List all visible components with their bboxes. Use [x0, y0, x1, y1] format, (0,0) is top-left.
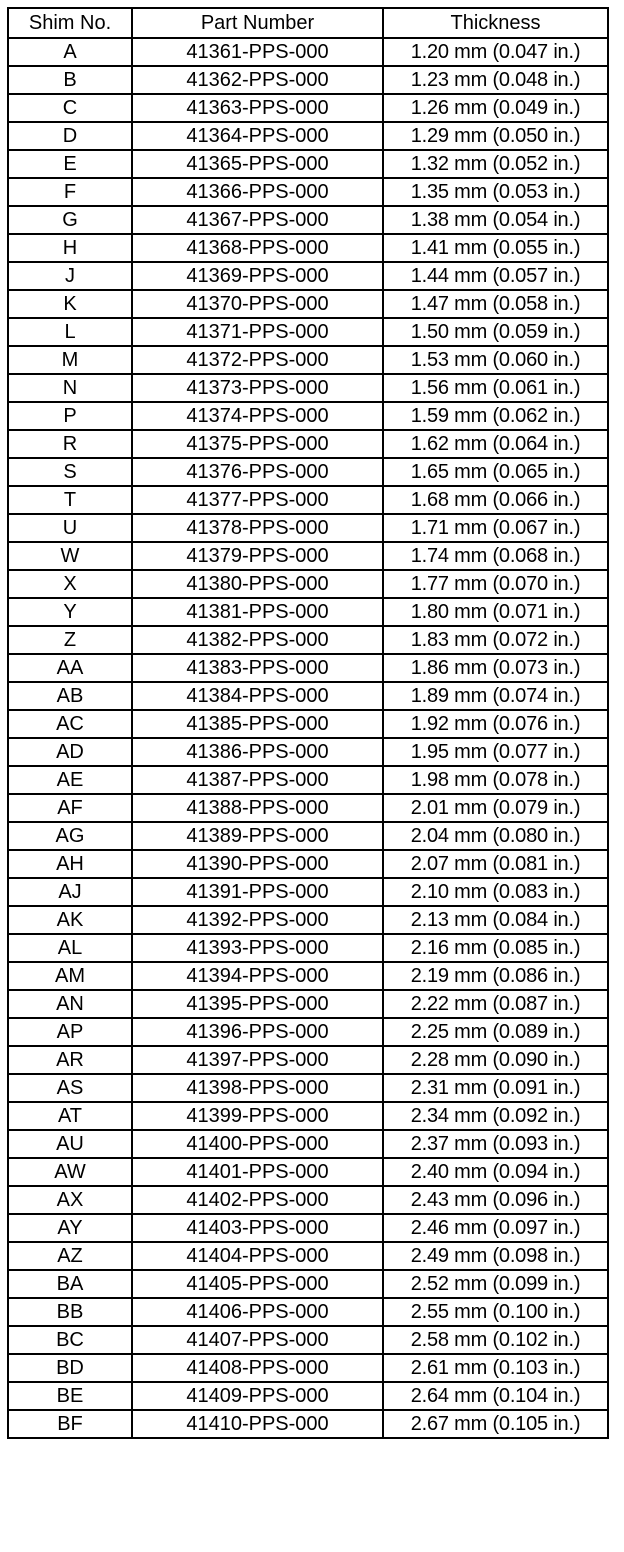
table-row — [8, 234, 608, 262]
part-number-cell: 41405-PPS-000 — [132, 1270, 383, 1298]
table-row — [8, 1410, 608, 1438]
shim-no-cell: J — [8, 262, 132, 290]
shim-no-cell: U — [8, 514, 132, 542]
table-row — [8, 1354, 608, 1382]
part-number-cell: 41361-PPS-000 — [132, 38, 383, 66]
shim-no-cell: AE — [8, 766, 132, 794]
table-row — [8, 822, 608, 850]
part-number-cell: 41364-PPS-000 — [132, 122, 383, 150]
thickness-cell: 2.16 mm (0.085 in.) — [383, 934, 608, 962]
shim-no-cell: AP — [8, 1018, 132, 1046]
thickness-cell: 2.04 mm (0.080 in.) — [383, 822, 608, 850]
table-row — [8, 738, 608, 766]
table-row — [8, 990, 608, 1018]
thickness-cell: 1.68 mm (0.066 in.) — [383, 486, 608, 514]
table-row — [8, 570, 608, 598]
part-number-cell: 41363-PPS-000 — [132, 94, 383, 122]
table-row — [8, 1102, 608, 1130]
thickness-cell: 1.95 mm (0.077 in.) — [383, 738, 608, 766]
part-number-cell: 41384-PPS-000 — [132, 682, 383, 710]
shim-no-cell: AD — [8, 738, 132, 766]
shim-no-cell: AC — [8, 710, 132, 738]
table-row — [8, 850, 608, 878]
thickness-cell: 1.80 mm (0.071 in.) — [383, 598, 608, 626]
thickness-cell: 1.20 mm (0.047 in.) — [383, 38, 608, 66]
part-number-cell: 41397-PPS-000 — [132, 1046, 383, 1074]
part-number-cell: 41404-PPS-000 — [132, 1242, 383, 1270]
thickness-cell: 2.31 mm (0.091 in.) — [383, 1074, 608, 1102]
shim-no-cell: AN — [8, 990, 132, 1018]
table-row — [8, 1298, 608, 1326]
part-number-cell: 41377-PPS-000 — [132, 486, 383, 514]
thickness-cell: 2.10 mm (0.083 in.) — [383, 878, 608, 906]
table-row — [8, 1326, 608, 1354]
table-header — [8, 8, 608, 38]
table-row — [8, 318, 608, 346]
part-number-cell: 41398-PPS-000 — [132, 1074, 383, 1102]
shim-no-cell: AG — [8, 822, 132, 850]
thickness-cell: 2.40 mm (0.094 in.) — [383, 1158, 608, 1186]
table-row — [8, 710, 608, 738]
table-row — [8, 290, 608, 318]
shim-no-cell: C — [8, 94, 132, 122]
table-row — [8, 178, 608, 206]
part-number-cell: 41386-PPS-000 — [132, 738, 383, 766]
table-row — [8, 122, 608, 150]
table-row — [8, 94, 608, 122]
table-row — [8, 262, 608, 290]
thickness-cell: 2.13 mm (0.084 in.) — [383, 906, 608, 934]
table-row — [8, 598, 608, 626]
part-number-cell: 41366-PPS-000 — [132, 178, 383, 206]
thickness-cell: 2.37 mm (0.093 in.) — [383, 1130, 608, 1158]
thickness-cell: 2.55 mm (0.100 in.) — [383, 1298, 608, 1326]
thickness-cell: 1.41 mm (0.055 in.) — [383, 234, 608, 262]
shim-no-cell: BB — [8, 1298, 132, 1326]
table-row — [8, 1046, 608, 1074]
shim-no-cell: W — [8, 542, 132, 570]
thickness-cell: 1.59 mm (0.062 in.) — [383, 402, 608, 430]
table-row — [8, 38, 608, 66]
part-number-cell: 41370-PPS-000 — [132, 290, 383, 318]
thickness-cell: 2.52 mm (0.099 in.) — [383, 1270, 608, 1298]
thickness-cell: 1.38 mm (0.054 in.) — [383, 206, 608, 234]
part-number-cell: 41382-PPS-000 — [132, 626, 383, 654]
shim-no-cell: BA — [8, 1270, 132, 1298]
part-number-cell: 41371-PPS-000 — [132, 318, 383, 346]
part-number-cell: 41365-PPS-000 — [132, 150, 383, 178]
part-number-cell: 41399-PPS-000 — [132, 1102, 383, 1130]
shim-no-cell: E — [8, 150, 132, 178]
table-row — [8, 1214, 608, 1242]
thickness-cell: 1.29 mm (0.050 in.) — [383, 122, 608, 150]
thickness-cell: 2.22 mm (0.087 in.) — [383, 990, 608, 1018]
table-row — [8, 1270, 608, 1298]
thickness-cell: 1.74 mm (0.068 in.) — [383, 542, 608, 570]
table-row — [8, 654, 608, 682]
part-number-cell: 41387-PPS-000 — [132, 766, 383, 794]
thickness-cell: 1.53 mm (0.060 in.) — [383, 346, 608, 374]
shim-no-cell: AJ — [8, 878, 132, 906]
thickness-cell: 1.35 mm (0.053 in.) — [383, 178, 608, 206]
thickness-cell: 2.25 mm (0.089 in.) — [383, 1018, 608, 1046]
thickness-cell: 1.47 mm (0.058 in.) — [383, 290, 608, 318]
table-row — [8, 682, 608, 710]
thickness-cell: 1.98 mm (0.078 in.) — [383, 766, 608, 794]
table-row — [8, 1158, 608, 1186]
thickness-cell: 2.67 mm (0.105 in.) — [383, 1410, 608, 1438]
thickness-cell: 2.43 mm (0.096 in.) — [383, 1186, 608, 1214]
shim-no-cell: M — [8, 346, 132, 374]
thickness-cell: 2.46 mm (0.097 in.) — [383, 1214, 608, 1242]
table-row — [8, 1186, 608, 1214]
shim-table — [7, 7, 609, 1439]
table-row — [8, 626, 608, 654]
shim-no-cell: A — [8, 38, 132, 66]
part-number-cell: 41409-PPS-000 — [132, 1382, 383, 1410]
shim-no-cell: AH — [8, 850, 132, 878]
part-number-cell: 41388-PPS-000 — [132, 794, 383, 822]
thickness-cell: 1.83 mm (0.072 in.) — [383, 626, 608, 654]
shim-no-cell: AT — [8, 1102, 132, 1130]
table-row — [8, 66, 608, 94]
shim-no-cell: AR — [8, 1046, 132, 1074]
part-number-cell: 41368-PPS-000 — [132, 234, 383, 262]
shim-no-cell: N — [8, 374, 132, 402]
shim-no-cell: AX — [8, 1186, 132, 1214]
part-number-cell: 41378-PPS-000 — [132, 514, 383, 542]
table-row — [8, 934, 608, 962]
thickness-cell: 1.89 mm (0.074 in.) — [383, 682, 608, 710]
shim-no-cell: G — [8, 206, 132, 234]
shim-no-cell: AS — [8, 1074, 132, 1102]
shim-no-cell: BD — [8, 1354, 132, 1382]
shim-no-cell: BC — [8, 1326, 132, 1354]
header-part-number: Part Number — [132, 8, 383, 38]
shim-no-cell: AZ — [8, 1242, 132, 1270]
thickness-cell: 1.77 mm (0.070 in.) — [383, 570, 608, 598]
thickness-cell: 1.71 mm (0.067 in.) — [383, 514, 608, 542]
thickness-cell: 2.28 mm (0.090 in.) — [383, 1046, 608, 1074]
part-number-cell: 41408-PPS-000 — [132, 1354, 383, 1382]
part-number-cell: 41400-PPS-000 — [132, 1130, 383, 1158]
part-number-cell: 41379-PPS-000 — [132, 542, 383, 570]
table-row — [8, 542, 608, 570]
part-number-cell: 41390-PPS-000 — [132, 850, 383, 878]
part-number-cell: 41410-PPS-000 — [132, 1410, 383, 1438]
part-number-cell: 41407-PPS-000 — [132, 1326, 383, 1354]
table-row — [8, 150, 608, 178]
thickness-cell: 2.01 mm (0.079 in.) — [383, 794, 608, 822]
part-number-cell: 41369-PPS-000 — [132, 262, 383, 290]
part-number-cell: 41403-PPS-000 — [132, 1214, 383, 1242]
shim-no-cell: AL — [8, 934, 132, 962]
thickness-cell: 2.64 mm (0.104 in.) — [383, 1382, 608, 1410]
part-number-cell: 41375-PPS-000 — [132, 430, 383, 458]
thickness-cell: 1.65 mm (0.065 in.) — [383, 458, 608, 486]
shim-no-cell: AW — [8, 1158, 132, 1186]
part-number-cell: 41367-PPS-000 — [132, 206, 383, 234]
table-row — [8, 206, 608, 234]
part-number-cell: 41373-PPS-000 — [132, 374, 383, 402]
shim-no-cell: AM — [8, 962, 132, 990]
table-row — [8, 962, 608, 990]
part-number-cell: 41374-PPS-000 — [132, 402, 383, 430]
part-number-cell: 41396-PPS-000 — [132, 1018, 383, 1046]
part-number-cell: 41406-PPS-000 — [132, 1298, 383, 1326]
thickness-cell: 2.34 mm (0.092 in.) — [383, 1102, 608, 1130]
table-body — [8, 38, 608, 1438]
shim-no-cell: AA — [8, 654, 132, 682]
thickness-cell: 1.56 mm (0.061 in.) — [383, 374, 608, 402]
part-number-cell: 41402-PPS-000 — [132, 1186, 383, 1214]
shim-no-cell: AF — [8, 794, 132, 822]
shim-no-cell: B — [8, 66, 132, 94]
thickness-cell: 1.44 mm (0.057 in.) — [383, 262, 608, 290]
part-number-cell: 41389-PPS-000 — [132, 822, 383, 850]
shim-no-cell: L — [8, 318, 132, 346]
part-number-cell: 41395-PPS-000 — [132, 990, 383, 1018]
shim-no-cell: S — [8, 458, 132, 486]
table-row — [8, 1018, 608, 1046]
shim-no-cell: T — [8, 486, 132, 514]
shim-no-cell: BF — [8, 1410, 132, 1438]
part-number-cell: 41383-PPS-000 — [132, 654, 383, 682]
shim-no-cell: X — [8, 570, 132, 598]
thickness-cell: 2.07 mm (0.081 in.) — [383, 850, 608, 878]
table-row — [8, 794, 608, 822]
table-row — [8, 346, 608, 374]
shim-no-cell: AY — [8, 1214, 132, 1242]
thickness-cell: 2.49 mm (0.098 in.) — [383, 1242, 608, 1270]
table-row — [8, 514, 608, 542]
part-number-cell: 41380-PPS-000 — [132, 570, 383, 598]
table-row — [8, 1074, 608, 1102]
table-row — [8, 878, 608, 906]
thickness-cell: 1.32 mm (0.052 in.) — [383, 150, 608, 178]
part-number-cell: 41381-PPS-000 — [132, 598, 383, 626]
shim-no-cell: R — [8, 430, 132, 458]
table-row — [8, 1242, 608, 1270]
thickness-cell: 2.19 mm (0.086 in.) — [383, 962, 608, 990]
header-row — [8, 8, 608, 38]
thickness-cell: 1.92 mm (0.076 in.) — [383, 710, 608, 738]
shim-no-cell: P — [8, 402, 132, 430]
table-row — [8, 906, 608, 934]
table-row — [8, 486, 608, 514]
part-number-cell: 41376-PPS-000 — [132, 458, 383, 486]
part-number-cell: 41372-PPS-000 — [132, 346, 383, 374]
shim-no-cell: D — [8, 122, 132, 150]
table-row — [8, 402, 608, 430]
table-row — [8, 374, 608, 402]
table-row — [8, 458, 608, 486]
thickness-cell: 1.62 mm (0.064 in.) — [383, 430, 608, 458]
table-row — [8, 766, 608, 794]
shim-no-cell: AB — [8, 682, 132, 710]
table-row — [8, 1382, 608, 1410]
part-number-cell: 41362-PPS-000 — [132, 66, 383, 94]
part-number-cell: 41391-PPS-000 — [132, 878, 383, 906]
shim-no-cell: AK — [8, 906, 132, 934]
shim-no-cell: BE — [8, 1382, 132, 1410]
table-row — [8, 1130, 608, 1158]
shim-no-cell: Z — [8, 626, 132, 654]
part-number-cell: 41385-PPS-000 — [132, 710, 383, 738]
thickness-cell: 2.61 mm (0.103 in.) — [383, 1354, 608, 1382]
header-shim-no: Shim No. — [8, 8, 132, 38]
part-number-cell: 41401-PPS-000 — [132, 1158, 383, 1186]
part-number-cell: 41394-PPS-000 — [132, 962, 383, 990]
table-row — [8, 430, 608, 458]
shim-no-cell: Y — [8, 598, 132, 626]
thickness-cell: 1.86 mm (0.073 in.) — [383, 654, 608, 682]
part-number-cell: 41392-PPS-000 — [132, 906, 383, 934]
thickness-cell: 1.23 mm (0.048 in.) — [383, 66, 608, 94]
shim-no-cell: K — [8, 290, 132, 318]
shim-no-cell: F — [8, 178, 132, 206]
header-thickness: Thickness — [383, 8, 608, 38]
part-number-cell: 41393-PPS-000 — [132, 934, 383, 962]
thickness-cell: 2.58 mm (0.102 in.) — [383, 1326, 608, 1354]
thickness-cell: 1.26 mm (0.049 in.) — [383, 94, 608, 122]
shim-no-cell: AU — [8, 1130, 132, 1158]
shim-no-cell: H — [8, 234, 132, 262]
thickness-cell: 1.50 mm (0.059 in.) — [383, 318, 608, 346]
